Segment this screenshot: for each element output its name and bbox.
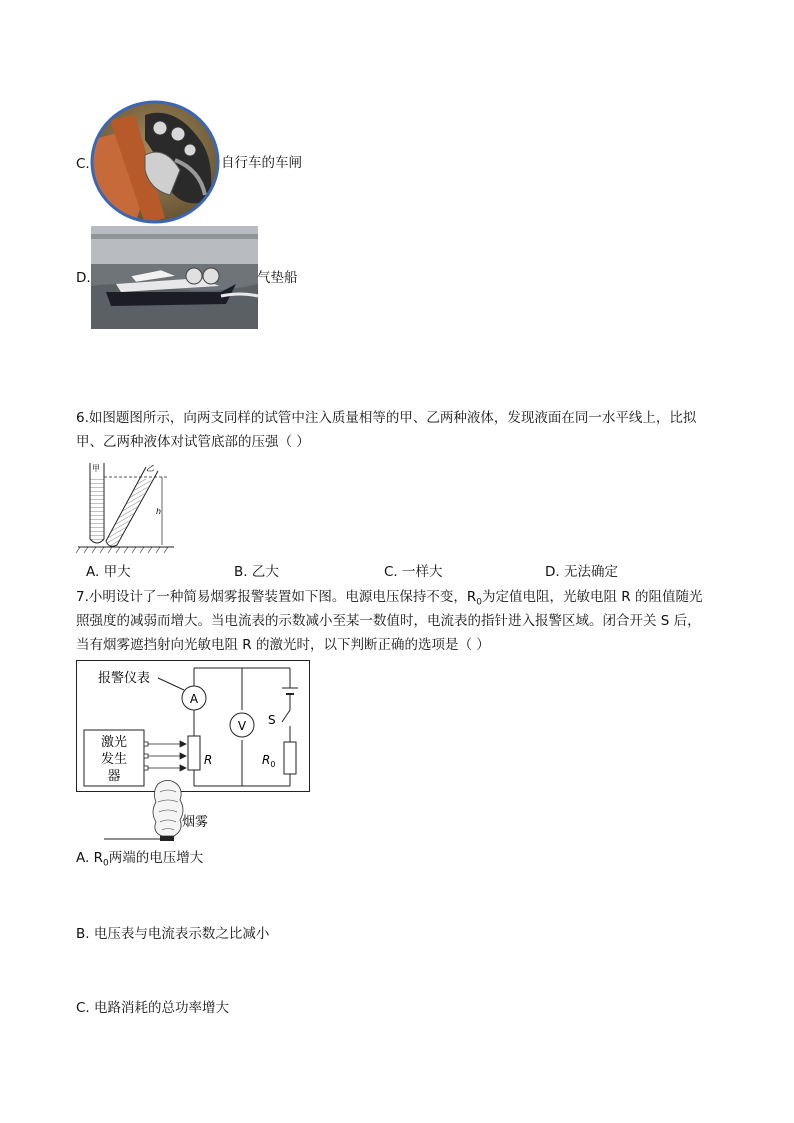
q6-option-c: C. 一样大 — [384, 564, 443, 580]
fixed-resistor-label: $R_0$ — [262, 753, 276, 769]
switch-label: S — [268, 713, 276, 727]
q7-option-c: C. 电路消耗的总功率增大 — [76, 1000, 230, 1016]
laser-label-1: 激光 — [100, 735, 128, 750]
photoresistor-label: R — [204, 753, 213, 767]
q6-option-d: D. 无法确定 — [545, 564, 618, 580]
q5-option-c-caption: 自行车的车闸 — [221, 155, 302, 171]
q6-stem-line2: 甲、乙两种液体对试管底部的压强（ ） — [76, 434, 310, 450]
smoke-label: 烟雾 — [182, 815, 209, 830]
q6-stem-line1: 6.如图题图所示，向两支同样的试管中注入质量相等的甲、乙两种液体，发现液面在同一水平线上，比拟 — [76, 410, 697, 426]
q6-option-a: A. 甲大 — [86, 564, 131, 580]
bicycle-brake-image — [90, 100, 220, 224]
q6-option-b: B. 乙大 — [234, 564, 279, 580]
q7-option-b: B. 电压表与电流表示数之比减小 — [76, 926, 270, 942]
q7-stem-line3: 当有烟雾遮挡射向光敏电阻 R 的激光时，以下判断正确的选项是（ ） — [76, 637, 490, 653]
q5-option-d-caption: 气垫船 — [257, 270, 298, 286]
ammeter-label: A — [189, 692, 199, 706]
q6-test-tube-figure — [76, 459, 176, 554]
q7-option-a: A. $R_0$两端的电压增大 — [76, 850, 204, 869]
alarm-meter-label: 报警仪表 — [98, 671, 151, 686]
hovercraft-image — [91, 226, 258, 329]
q6-height-label: h — [156, 507, 162, 516]
q6-tube-a-label: 甲 — [92, 464, 100, 473]
smoke-cloud — [153, 780, 183, 836]
laser-label-2: 发生 — [100, 752, 128, 767]
q6-tube-b-label: 乙 — [146, 464, 154, 473]
laser-label-3: 器 — [107, 769, 121, 784]
q5-option-c-letter: C. — [76, 156, 90, 172]
q7-circuit-figure — [76, 660, 312, 844]
q5-option-d-letter: D. — [76, 270, 91, 286]
q7-stem-line1: 7.小明设计了一种简易烟雾报警装置如下图。电源电压保持不变，$R_0$为定值电阻，光敏电阻 R 的阻值随光 — [76, 589, 703, 608]
q7-stem-line2: 照强度的减弱而增大。当电流表的示数减小至某一数值时，电流表的指针进入报警区域。闭合开关 S 后， — [76, 613, 701, 629]
voltmeter-label: V — [237, 719, 247, 733]
